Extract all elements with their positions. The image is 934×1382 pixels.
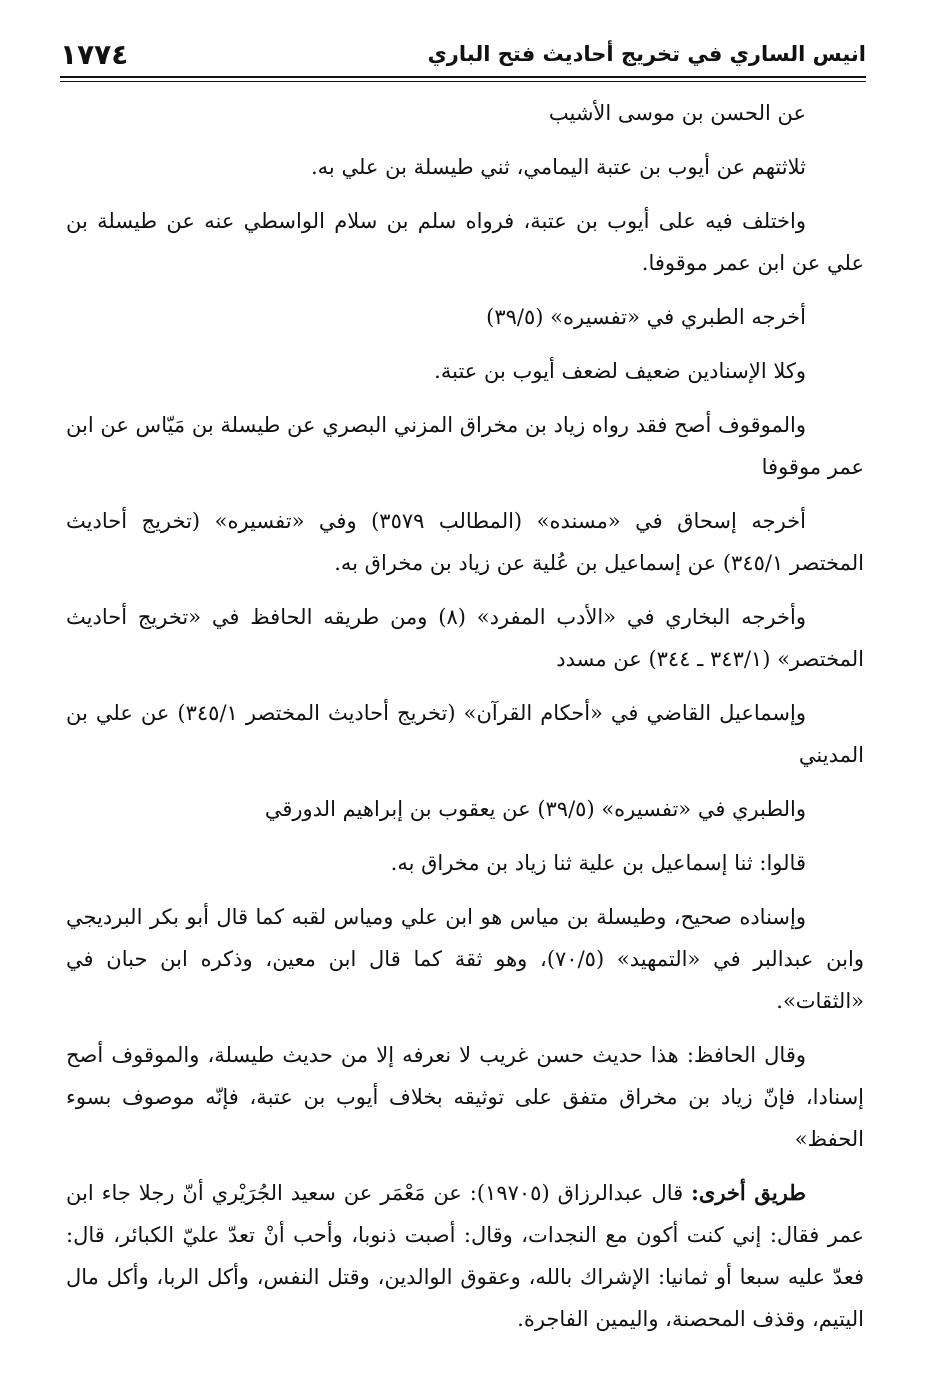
paragraph: وإسناده صحيح، وطيسلة بن مياس هو ابن علي ومياس لقبه كما قال أبو بكر البرديجي وابن عبدالبر في «التمهيد» (٧٠/٥)، وهو ثقة كما قال ابن معين، وذكره ابن حبان في «الثقات». [66,905,864,1013]
paragraph: ثلاثتهم عن أيوب بن عتبة اليمامي، ثني طيسلة بن علي به. [311,155,806,179]
running-title: انيس الساري في تخريج أحاديث فتح الباري [427,42,866,66]
last-paragraph [66,1172,864,1340]
header-rule [60,76,866,82]
paragraph: قالوا: ثنا إسماعيل بن علية ثنا زياد بن مخراق به. [390,851,806,875]
paragraph: وإسماعيل القاضي في «أحكام القرآن» (تخريج أحاديث المختصر ٣٤٥/١) عن علي بن المديني [66,701,864,767]
last-paragraph-text: قال عبدالرزاق (١٩٧٠٥): عن مَعْمَر عن سعيد الجُرَيْري أنّ رجلا جاء ابن عمر فقال: إني كنت أكون مع النجدات، وقال: أصبت ذنوبا، وأحب أنْ تعدّ عليّ الكبائر، قال: فعدّ عليه سبعا أو ثمانيا: الإشراك بالله، وعقوق الوالدين، وقتل النفس، وأكل الربا، وأكل مال اليتيم، وقذف المحصنة، واليمين الفاجرة. [66,1181,864,1331]
paragraph: والطبري في «تفسيره» (٣٩/٥) عن يعقوب بن إبراهيم الدورقي [264,797,806,821]
paragraph: والموقوف أصح فقد رواه زياد بن مخراق المزني البصري عن طيسلة بن مَيّاس عن ابن عمر موقوفا [66,413,864,479]
paragraph: وقال الحافظ: هذا حديث حسن غريب لا نعرفه إلا من حديث طيسلة، والموقوف أصح إسنادا، فإنّ زياد بن مخراق متفق على توثيقه بخلاف أيوب بن عتبة، فإنّه موصوف بسوء الحفظ» [66,1043,864,1151]
paragraph: واختلف فيه على أيوب بن عتبة، فرواه سلم بن سلام الواسطي عنه عن طيسلة بن علي عن ابن عمر موقوفا. [66,209,864,275]
paragraph: أخرجه إسحاق في «مسنده» (المطالب ٣٥٧٩) وفي «تفسيره» (تخريج أحاديث المختصر ٣٤٥/١) عن إسماعيل بن عُلية عن زياد بن مخراق به. [66,509,864,575]
paragraph: أخرجه الطبري في «تفسيره» (٣٩/٥) [486,305,806,329]
paragraph: عن الحسن بن موسى الأشيب [548,101,806,125]
page-body [66,92,864,1352]
section-label: طريق أخرى: [691,1180,806,1205]
page-number: ١٧٧٤ [60,37,129,71]
paragraph: وأخرجه البخاري في «الأدب المفرد» (٨) ومن طريقه الحافظ في «تخريج أحاديث المختصر» (٣٤٣/١ ـ ٣٤٤) عن مسدد [66,605,864,671]
paragraph: وكلا الإسنادين ضعيف لضعف أيوب بن عتبة. [434,359,806,383]
page-header [60,34,866,74]
